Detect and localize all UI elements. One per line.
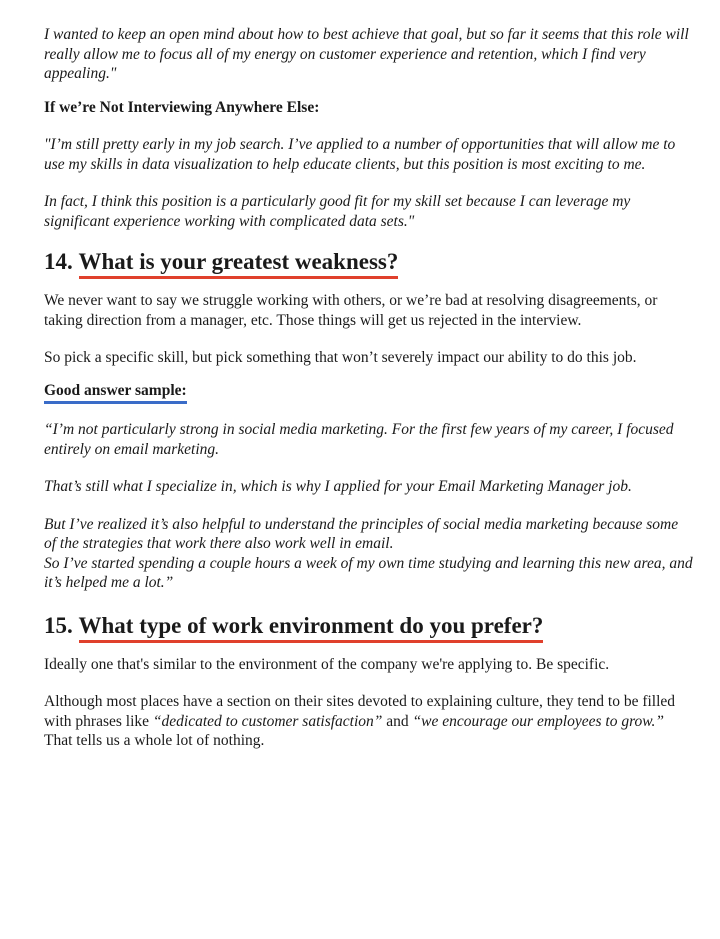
good-answer-label <box>44 381 694 405</box>
q14-paragraph-1: We never want to say we struggle working with others, or we’re bad at resolving disagreements, or taking direction from a manager, etc. Those things will get us rejected in the interview. <box>44 292 658 329</box>
question-14-title: What is your greatest weakness? <box>79 249 399 279</box>
sample-paragraph-3a: But I’ve realized it’s also helpful to understand the principles of social media marketing because some of the strategies that work there also work well in email. <box>44 515 679 552</box>
q15-paragraph-2 <box>44 692 694 751</box>
sample-paragraph-3b: So I’ve started spending a couple hours a week of my own time studying and learning this new area, and it’s helped me a lot.” <box>44 554 693 591</box>
q15-quote-1: “dedicated to customer satisfaction” <box>152 712 383 730</box>
question-14-number: 14. <box>44 249 73 274</box>
q15-paragraph-1: Ideally one that's similar to the environment of the company we're applying to. Be specific. <box>44 655 610 673</box>
question-15-number: 15. <box>44 612 73 638</box>
not-interviewing-heading: If we’re Not Interviewing Anywhere Else: <box>44 98 320 116</box>
intro-paragraph: I wanted to keep an open mind about how to best achieve that goal, but so far it seems that this role will really allow me to focus all of my energy on customer experience and retention, which I find very appealing." <box>44 26 689 82</box>
q14-paragraph-2: So pick a specific skill, but pick something that won’t severely impact our ability to do this job. <box>44 349 637 366</box>
question-15-title: What type of work environment do you prefer? <box>79 613 544 643</box>
not-interviewing-paragraph-2: In fact, I think this position is a particularly good fit for my skill set because I can leverage my significant experience working with complicated data sets." <box>44 193 631 230</box>
question-15-heading <box>44 611 694 643</box>
good-answer-label-text: Good answer sample: <box>44 381 187 405</box>
q15-quote-2: “we encourage our employees to grow.” <box>412 712 664 730</box>
not-interviewing-paragraph-1: "I’m still pretty early in my job search. I’ve applied to a number of opportunities that will allow me to use my skills in data visualization to help educate clients, but this position is most exciting to me. <box>44 136 676 173</box>
q15-paragraph-2-text-c: That tells us a whole lot of nothing. <box>44 732 265 749</box>
question-14-heading <box>44 247 694 279</box>
q15-paragraph-2-text-b: and <box>382 712 413 730</box>
sample-paragraph-2: That’s still what I specialize in, which is why I applied for your Email Marketing Manager job. <box>44 478 632 495</box>
sample-paragraph-1: “I’m not particularly strong in social media marketing. For the first few years of my career, I focused entirely on email marketing. <box>44 421 674 458</box>
q15-paragraph-2-text-a: Although most places have a section on their sites devoted to explaining culture, they tend to be filled with phrases like <box>44 693 676 730</box>
